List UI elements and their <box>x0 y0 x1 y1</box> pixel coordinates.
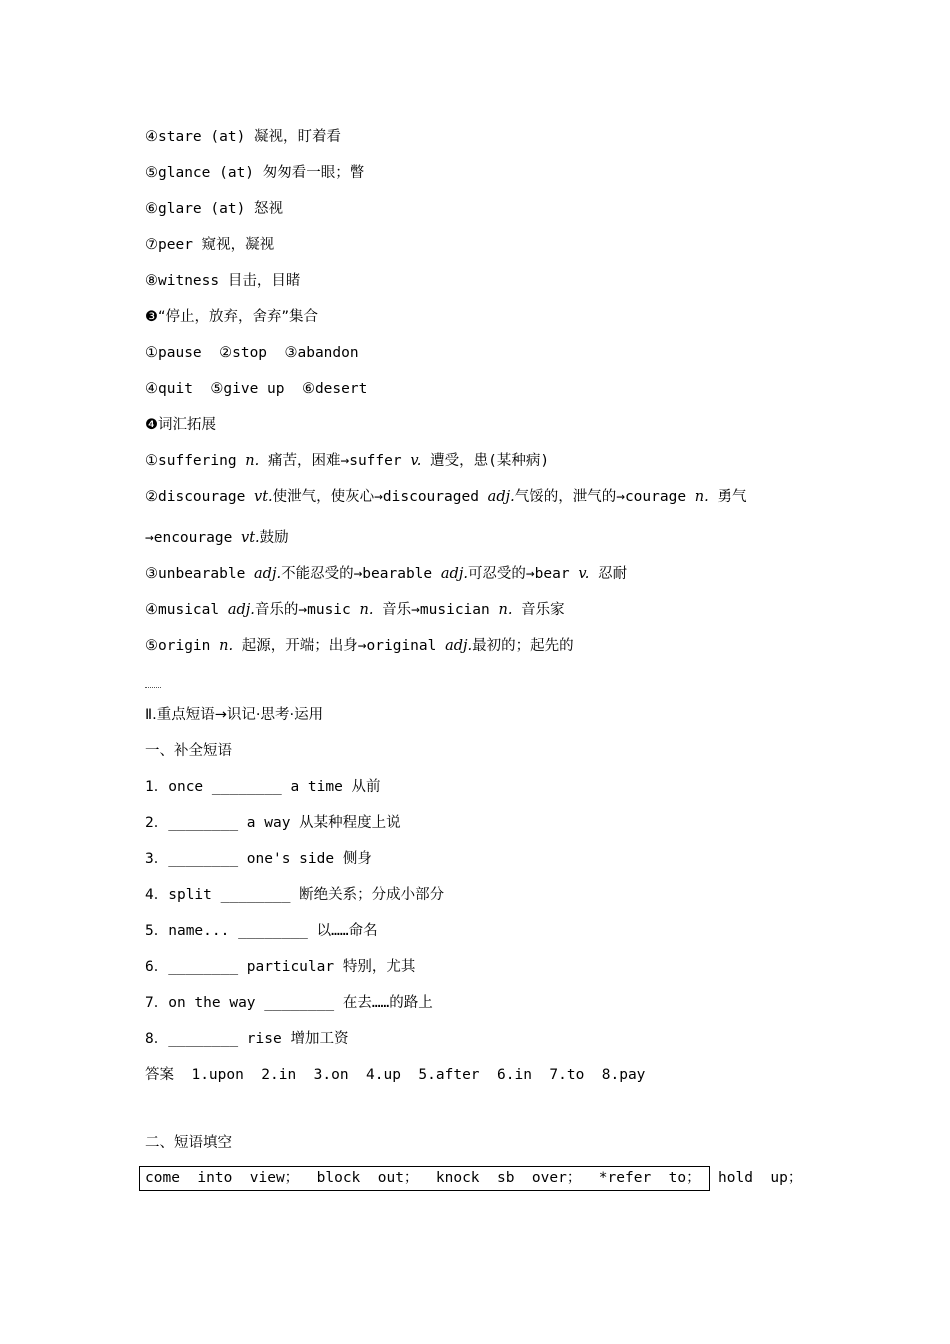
phrase-box: come into view； block out； knock sb over； *refer to； hold up； <box>139 1166 710 1191</box>
part-1-title: 一、补全短语 <box>145 743 232 759</box>
phrase-item-6: 6．________ particular 特别，尤其 <box>145 959 416 975</box>
expansion-item-2: ②discourage vt.使泄气，使灰心→discouraged adj.气馁的，泄气的→courage n. 勇气 <box>145 489 747 505</box>
see-word-2: ⑤glance (at) 匆匆看一眼；瞥 <box>145 165 365 181</box>
stop-words-row-2: ④quit ⑤give up ⑥desert <box>145 381 368 397</box>
expansion-heading: ❹词汇拓展 <box>145 417 216 433</box>
expansion-item-1: ①suffering n. 痛苦，困难→suffer v. 遭受，患(某种病) <box>145 453 550 469</box>
expansion-item-2-cont: →encourage vt.鼓励 <box>145 530 289 546</box>
phrase-item-4: 4．split ________ 断绝关系；分成小部分 <box>145 887 445 903</box>
see-word-3: ⑥glare (at) 怒视 <box>145 201 284 217</box>
stop-words-heading: ❸“停止，放弃，舍弃”集合 <box>145 309 319 325</box>
phrase-item-5: 5．name... ________ 以……命名 <box>145 923 378 939</box>
phrase-item-7: 7．on the way ________ 在去……的路上 <box>145 995 433 1011</box>
see-word-4: ⑦peer 窥视，凝视 <box>145 237 275 253</box>
section-divider <box>145 687 161 688</box>
see-word-5: ⑧witness 目击，目睹 <box>145 273 301 289</box>
expansion-item-4: ④musical adj.音乐的→music n. 音乐→musician n. 音乐家 <box>145 602 565 618</box>
see-word-1: ④stare (at) 凝视，盯着看 <box>145 129 342 145</box>
phrase-item-1: 1．once ________ a time 从前 <box>145 779 381 795</box>
part-2-title: 二、短语填空 <box>145 1135 232 1151</box>
expansion-item-3: ③unbearable adj.不能忍受的→bearable adj.可忍受的→bear v. 忍耐 <box>145 566 628 582</box>
phrase-item-2: 2．________ a way 从某种程度上说 <box>145 815 401 831</box>
section-2-title: Ⅱ.重点短语→识记·思考·运用 <box>145 707 324 723</box>
stop-words-row-1: ①pause ②stop ③abandon <box>145 345 359 361</box>
expansion-item-5: ⑤origin n. 起源，开端；出身→original adj.最初的；起先的 <box>145 638 574 654</box>
phrase-item-3: 3．________ one's side 侧身 <box>145 851 372 867</box>
answer-line: 答案 1.upon 2.in 3.on 4.up 5.after 6.in 7.to 8.pay <box>145 1067 646 1083</box>
phrase-item-8: 8．________ rise 增加工资 <box>145 1031 349 1047</box>
